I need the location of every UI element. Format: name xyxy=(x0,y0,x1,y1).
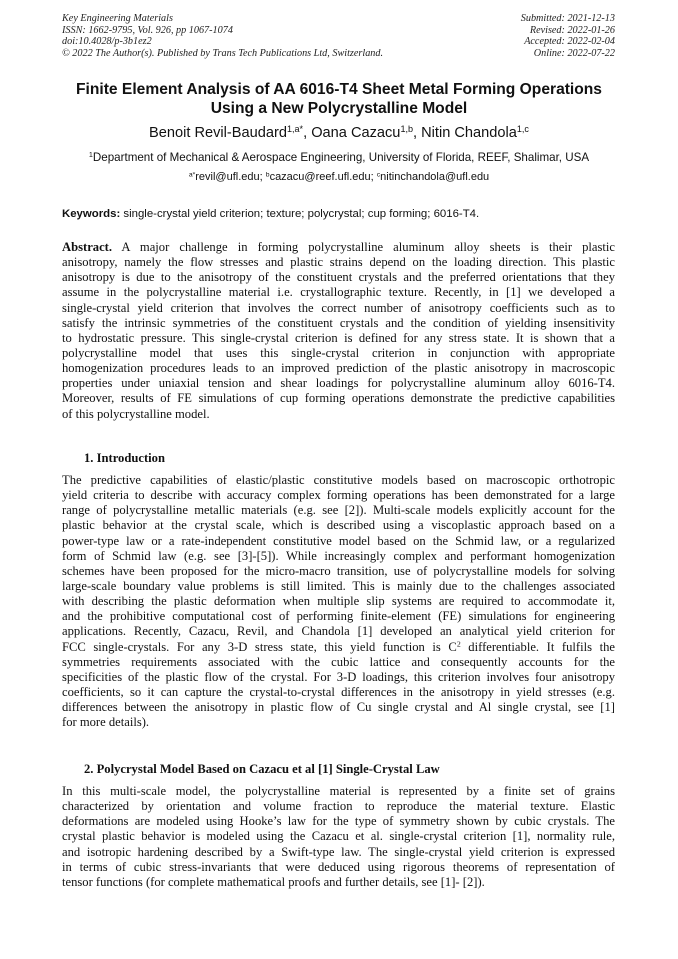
abstract-line: satisfy the intrinsic symmetries of the constituent crystals and the condition of yielding insensitivity xyxy=(62,315,615,330)
keywords-text: single-crystal yield criterion; texture; polycrystal; cup forming; 6016-T4. xyxy=(123,208,480,220)
online-date: Online: 2022-07-22 xyxy=(533,47,615,59)
author-affiliation-mark: 1,b xyxy=(400,124,414,135)
paragraph-line: and isotropic hardening described by a Swift-type law. The single-crystal yield criterion is expressed xyxy=(62,844,615,859)
paragraph-line: symmetries requirements associated with the cubic lattice and consequently accounts for the xyxy=(62,654,615,669)
abstract-line: assume in the polycrystalline material i.e. crystallographic texture. Recently, in [1] we developed a xyxy=(62,285,615,300)
paragraph-line xyxy=(62,640,615,655)
email-mark: c xyxy=(376,171,381,179)
author-name: Oana Cazacu xyxy=(311,125,401,141)
abstract-label: Abstract. xyxy=(62,240,113,254)
paragraph-line: differences between the anisotropy in plastic flow of Cu single crystal and Al single crystal, see [1] xyxy=(62,700,615,715)
c2-text-before: FCC single-crystals. For any 3-D stress state, this yield function is C xyxy=(62,639,457,654)
paragraph-line: large-scale boundary value problems is still limited. This is mainly due to the challenges associated xyxy=(62,578,615,593)
paragraph-line: schemes have been proposed for the micro-macro transition, use of polycrystalline models for solving xyxy=(62,563,615,578)
paragraph-line: specificities of the plastic flow of the crystal. For 3-D loadings, this criterion involves four anisotropy xyxy=(62,669,615,684)
paragraph-line: range of polycrystalline metallic materials (e.g. see [2]). Multi-scale models explicitly account for the xyxy=(62,503,615,518)
abstract-line: to hydrostatic pressure. This single-crystal criterion is defined for any stress state. It is shown that a xyxy=(62,330,615,345)
paper-title xyxy=(40,80,638,118)
doi-link[interactable]: doi:10.4028/p-3b1ez2 xyxy=(62,36,152,48)
email-link[interactable]: nitinchandola@ufl.edu xyxy=(380,171,490,183)
paragraph-line: The predictive capabilities of elastic/plastic constitutive models based on macroscopic orthotropic xyxy=(62,473,615,487)
email-link[interactable]: cazacu@reef.ufl.edu xyxy=(269,171,371,183)
paragraph-line: coefficients, so it can capture the crystal-to-crystal differences in the anisotropy in yield stresses (e.g. xyxy=(62,684,615,699)
abstract-text: A major challenge in forming polycrystalline aluminum alloy sheets is their plastic xyxy=(121,240,615,254)
affiliation xyxy=(40,151,638,165)
paragraph-line: deformations are modeled using Hooke’s law for the type of symmetry shown by cubic crystals. The xyxy=(62,814,615,829)
author-name: Nitin Chandola xyxy=(421,125,517,141)
c2-superscript: 2 xyxy=(456,639,461,649)
paragraph-line: tensor functions (for complete mathematical proofs and further details, see [1]- [2]). xyxy=(62,874,485,889)
email-list: $^{a*}$revil@ufl.edu; $^b$cazacu@reef.ufl.edu; $^c$nitinchandola@ufl.edu xyxy=(188,171,490,183)
paragraph-line: plastic behavior at the crystal scale, which is described using a viscoplastic approach based on a xyxy=(62,518,615,533)
author-list: Benoit Revil-Baudard$^{1,a*}$, Oana Cazacu$^{1,b}$, Nitin Chandola$^{1,c}$ xyxy=(149,124,529,141)
paragraph-line: in terms of cubic stress-invariants that were deduced using rigorous theorems of representation of xyxy=(62,859,615,874)
author-name: Benoit Revil-Baudard xyxy=(149,125,287,141)
title-line: Using a New Polycrystalline Model xyxy=(210,100,468,117)
keywords-label: Keywords: xyxy=(62,208,121,220)
affiliation-mark: 1 xyxy=(88,150,93,160)
abstract xyxy=(62,240,615,422)
abstract-line: anisotropy is due to the anisotropy of the constituent crystals and the preferred orientations that they xyxy=(62,270,615,285)
c2-text-after: differentiable. It fulfils the xyxy=(460,639,615,654)
keywords xyxy=(62,207,615,221)
abstract-line xyxy=(62,240,615,255)
section-polycrystal-model xyxy=(62,784,615,890)
section-introduction xyxy=(62,473,615,730)
paragraph-line: characterized by orientation and volume fraction to reproduce the material texture. Elastic xyxy=(62,799,615,814)
paragraph-line: crystal plastic behavior is modeled using the Cazacu et al. single-crystal criterion [1], normality rule, xyxy=(62,829,615,844)
paragraph-line: power-type law or a rate-independent constitutive model based on the Schmid law, or a regularized xyxy=(62,533,615,548)
paragraph-line: with describing the plastic deformation when multiple slip systems are required to accommodate it, xyxy=(62,594,615,609)
paragraph-line: yield criteria to describe with accuracy complex forming operations has been demonstrated for a large xyxy=(62,488,615,503)
journal-header xyxy=(62,13,615,59)
abstract-line: homogenization procedures leads to an improved prediction of the plastic anisotropy in macroscopic xyxy=(62,361,615,376)
section-heading-polycrystal-model: 2. Polycrystal Model Based on Cazacu et al [1] Single-Crystal Law xyxy=(84,762,440,776)
abstract-line: of this polycrystalline model. xyxy=(62,406,210,421)
abstract-line: single-crystal yield criterion that involves the correct number of anisotropy coefficients such as to xyxy=(62,300,615,315)
section-heading-introduction: 1. Introduction xyxy=(84,451,165,465)
email-mark: b xyxy=(265,171,270,179)
author-affiliation-mark: 1,c xyxy=(516,124,529,135)
affiliation-text: Department of Mechanical & Aerospace Engineering, University of Florida, REEF, Shalimar, USA xyxy=(92,151,590,164)
paragraph-line: applications. Recently, Cazacu, Revil, and Chandola [1] developed an analytical yield criterion for xyxy=(62,624,615,639)
paragraph-line: In this multi-scale model, the polycrystalline material is represented by a finite set of grains xyxy=(62,784,615,798)
abstract-line: properties under uniaxial tension and shear loadings for polycrystalline aluminum alloy 6016-T4. xyxy=(62,376,615,391)
paragraph-line: form of Schmid law (e.g. see [3]-[5]). While increasingly complex and performant homogenization xyxy=(62,548,615,563)
issn-info: ISSN: 1662-9795, Vol. 926, pp 1067-1074 xyxy=(62,24,233,36)
copyright-notice: © 2022 The Author(s). Published by Trans Tech Publications Ltd, Switzerland. xyxy=(62,47,384,59)
title-line: Finite Element Analysis of AA 6016-T4 Sheet Metal Forming Operations xyxy=(76,81,602,98)
accepted-date: Accepted: 2022-02-04 xyxy=(524,36,615,48)
revised-date: Revised: 2022-01-26 xyxy=(529,24,615,36)
email-mark: a* xyxy=(188,171,196,179)
submitted-date: Submitted: 2021-12-13 xyxy=(520,13,615,24)
email-link[interactable]: revil@ufl.edu xyxy=(195,171,260,183)
journal-name: Key Engineering Materials xyxy=(62,13,173,24)
paragraph-line: and the prohibitive computational cost of performing finite-element (FE) simulations for engineering xyxy=(62,609,615,624)
abstract-line: Moreover, results of FE simulations of cup forming operations demonstrate the predictive capabilities xyxy=(62,391,615,406)
author-affiliation-mark: 1,a* xyxy=(286,124,304,135)
abstract-line: anisotropy, namely the flow stresses and plastic strains depend on the loading direction. This plastic xyxy=(62,255,615,270)
paragraph-line: for more details). xyxy=(62,715,150,730)
abstract-line: polycrystalline model that uses this single-crystal criterion in conjunction with appropriate xyxy=(62,345,615,360)
